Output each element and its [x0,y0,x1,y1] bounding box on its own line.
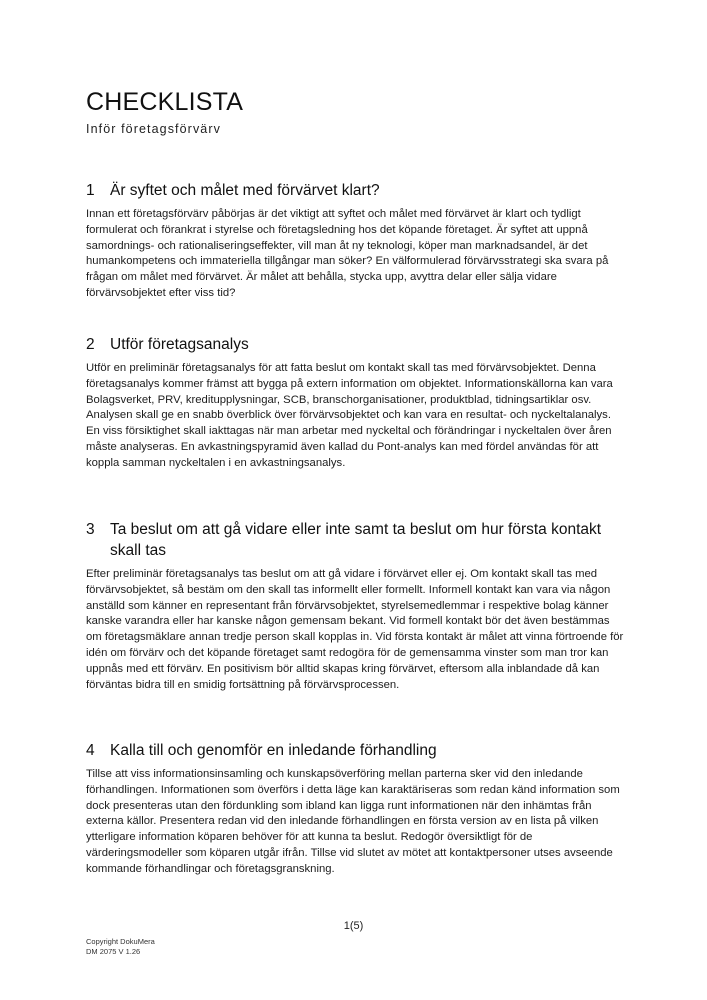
section-number: 1 [86,182,95,199]
footer-doc-id: DM 2075 V 1.26 [86,947,141,956]
section-heading-text: Utför företagsanalys [110,336,249,353]
section-number: 3 [86,521,95,538]
section-body: Utför en preliminär företagsanalys för att fatta beslut om kontakt skall tas med förvärvsobjektet. Denna företagsanalys kommer främst att bygga på extern information om objektet. Informationskällorna kan vara Bolagsverket, PRV, kreditupplysningar, SCB, branschorganisationer, produktblad, tidningsartiklar osv. Analysen skall ge en snabb överblick över förvärvsobjektet och kan vara en resultat- och nyckeltalanalys. En viss försiktighet skall iakttagas när man arbetar med nyckeltal och förändringar i nyckeltalen över åren måste analyseras. En avkastningspyramid även kallad du Pont-analys kan med fördel användas för att koppla samman nyckeltalen i en avkastningsanalys. [86,362,613,469]
document-subtitle: Inför företagsförvärv [86,122,221,136]
section-heading [86,519,626,561]
page-number: 1(5) [343,920,364,932]
section-heading [86,740,626,761]
section-heading [86,334,626,355]
section-body: Tillse att viss informationsinsamling och kunskapsöverföring mellan parterna sker vid den inledande förhandlingen. Informationen som överförs i detta läge kan karaktäriseras som redan känd information som dock presenteras utan den fördunkling som ibland kan ligga runt informationen när den inhämtas från externa källor. Presentera redan vid den inledande förhandlingen en första version av en lista på vilken ytterligare information köparen behöver för att kunna ta beslut. Redogör översiktligt för de värderingsmodeller som köparen utgår ifrån. Tillse vid slutet av mötet att kontaktpersoner utses avseende kommande förhandlingar och företagsgranskning. [86,768,620,875]
section-body: Efter preliminär företagsanalys tas beslut om att gå vidare i förvärvet eller ej. Om kontakt skall tas med förvärvsobjektet, så bestäm om den skall tas informellt eller formellt. Informell kontakt kan vara via någon anställd som känner en representant från förvärvsobjektet, styrelsemedlemmar i respektive bolag känner kanske varandra eller har kanske någon gemensam bekant. Vid formell kontakt bör det även bestämmas om företagsmäklare annan tredje person skall kopplas in. Vid första kontakt är målet att vinna förtroende för idén om förvärv och det köpande företaget samt redogöra för de gemensamma vinster som man tror kan uppnås med ett förvärv. En positivism bör alltid skapas kring förvärvet, eftersom alla inblandade då kan förväntas bidra till en smidig fortsättning på förvärvsprocessen. [86,568,624,691]
footer-copyright: Copyright DokuMera [86,937,155,946]
section-2 [86,334,626,472]
section-heading [86,180,626,201]
footer [86,937,155,957]
document-title: CHECKLISTA [86,88,244,116]
section-body: Innan ett företagsförvärv påbörjas är det viktigt att syftet och målet med förvärvet är klart och tydligt formulerat och förankrat i styrelse och företagsledning hos det köpande företaget. Är syftet att uppnå samordnings- och rationaliseringseffekter, vill man åt ny teknologi, köper man marknadsandel, är det humankompetens och immateriella tillgångar man söker? En välformulerad förvärvsstrategi ska svara på frågan om målet med förvärvet. Är målet att behålla, stycka upp, avyttra delar eller sälja vidare förvärvsobjektet efter viss tid? [86,208,609,299]
section-heading-text: Är syftet och målet med förvärvet klart? [110,182,380,199]
section-heading-text: Ta beslut om att gå vidare eller inte samt ta beslut om hur första kontakt skall tas [110,521,602,559]
section-4 [86,740,626,878]
section-1 [86,180,626,302]
section-number: 2 [86,336,95,353]
section-number: 4 [86,742,95,759]
section-heading-text: Kalla till och genomför en inledande förhandling [110,742,437,759]
section-3 [86,519,626,693]
